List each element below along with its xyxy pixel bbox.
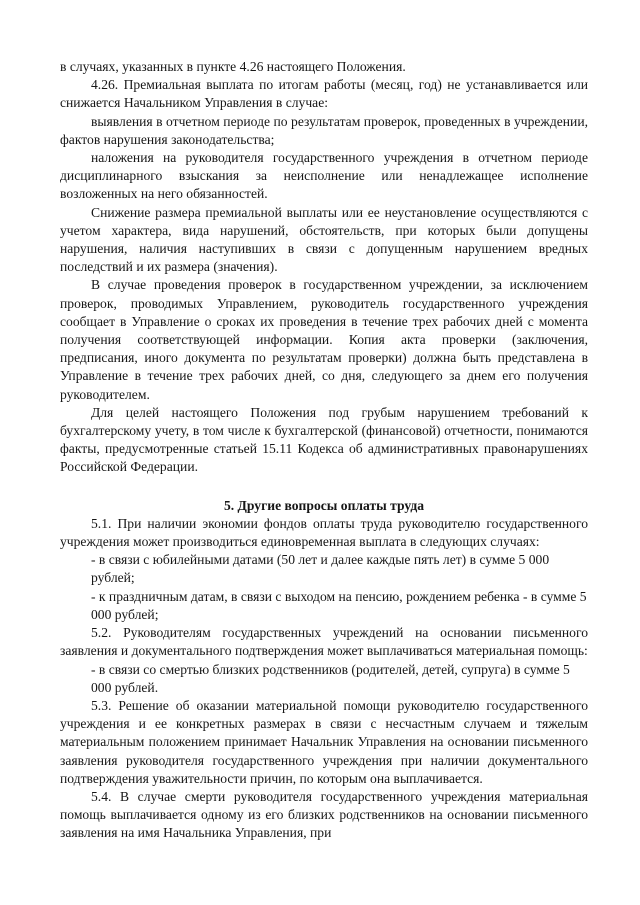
paragraph-nalozheniya: наложения на руководителя государственного учреждения в отчетном периоде дисциплинарного взыскания за неисполнение или ненадлежащее исполнение возложенных на него обязанностей. [60,150,588,202]
paragraph-5-1: 5.1. При наличии экономии фондов оплаты труда руководителю государственного учреждения может производиться единовременная выплата в следующих случаях: [60,515,588,550]
paragraph-snizhenie: Снижение размера премиальной выплаты или ее неустановление осуществляются с учетом характера, вида нарушений, обстоятельств, при которых были допущены нарушения, наличия наступивших в связи с допущенным нарушением вредных последствий и их размера (значения). [60,204,588,275]
paragraph-4-26: 4.26. Премиальная выплата по итогам работы (месяц, год) не устанавливается или снижается Начальником Управления в случае: [60,77,588,111]
section-heading: 5. Другие вопросы оплаты труда [223,497,425,513]
list-item-5-1-b: - к праздничным датам, в связи с выходом на пенсию, рождением ребенка - в сумме 5 000 рублей; [91,588,587,622]
paragraph-vyyavleniya: выявления в отчетном периоде по результатам проверок, проведенных в учреждении, фактов нарушения законодательства; [60,113,588,147]
list-item-5-2-a: - в связи со смертью близких родственников (родителей, детей, супруга) в сумме 5 000 рублей. [91,661,570,695]
paragraph-5-3: 5.3. Решение об оказании материальной помощи руководителю государственного учреждения и ее конкретных размерах в связи с несчастным случаем и тяжелым материальным положением принимает Начальник Управления на основании письменного заявления руководителя государственного учреждения при наличии документального подтверждения уважительности причин, по которым она выплачивается. [60,697,588,786]
paragraph-dlya-celey: Для целей настоящего Положения под грубым нарушением требований к бухгалтерскому учету, в том числе к бухгалтерской (финансовой) отчетности, понимаются факты, предусмотренные статьей 15.11 Кодекса об административных правонарушениях Российской Федерации. [60,404,588,475]
list-item-5-1-a: - в связи с юбилейными датами (50 лет и далее каждые пять лет) в сумме 5 000 рублей; [91,552,550,586]
document-page [60,58,588,843]
paragraph-5-4: 5.4. В случае смерти руководителя государственного учреждения материальная помощь выплачивается одному из его близких родственников на основании письменного заявления на имя Начальника Управления, при [60,788,588,841]
paragraph-5-2: 5.2. Руководителям государственных учреждений на основании письменного заявления и документального подтверждения может выплачиваться материальная помощь: [60,625,588,659]
paragraph-intro: в случаях, указанных в пункте 4.26 настоящего Положения. [60,59,406,74]
paragraph-v-sluchae-proverok: В случае проведения проверок в государственном учреждении, за исключением проверок, проводимых Управлением, руководитель государственного учреждения сообщает в Управление о сроках их проведения в течение трех рабочих дней с момента получения соответствующей информации. Копия акта проверки (заключения, предписания, иного документа по результатам проверки) должна быть представлена в Управление в течение трех рабочих дней, со дня, следующего за днем его получения руководителем. [60,277,588,402]
